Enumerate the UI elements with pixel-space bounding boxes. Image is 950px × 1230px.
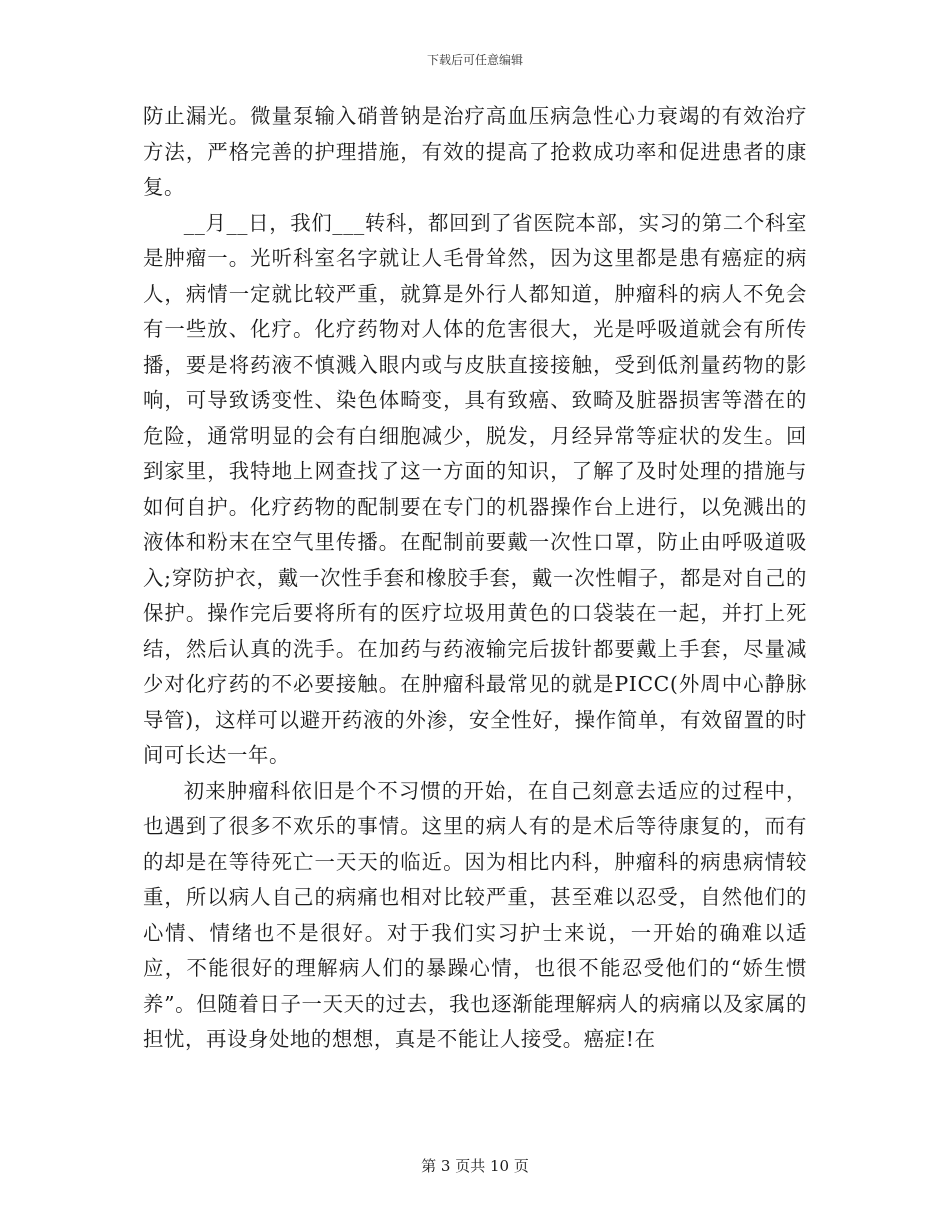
page-header bbox=[0, 52, 950, 68]
paragraph-continuation: 防止漏光。微量泵输入硝普钠是治疗高血压病急性心力衰竭的有效治疗方法，严格完善的护理措施，有效的提高了抢救成功率和促进患者的康复。 bbox=[143, 104, 807, 199]
page-footer bbox=[0, 1156, 950, 1176]
page-number: 第 3 页共 10 页 bbox=[421, 1157, 529, 1175]
header-text: 下载后可任意编辑 bbox=[426, 53, 523, 67]
paragraph-oncology-transfer: __月__日，我们___转科，都回到了省医院本部，实习的第二个科室是肿瘤一。光听科室名字就让人毛骨耸然，因为这里都是患有癌症的病人，病情一定就比较严重，就算是外行人都知道，肿瘤科的病人不免会有一些放、化疗。化疗药物对人体的危害很大，光是呼吸道就会有所传播，要是将药液不慎溅入眼内或与皮肤直接接触，受到低剂量药物的影响，可导致诱变性、染色体畸变，具有致癌、致畸及脏器损害等潜在的危险，通常明显的会有白细胞减少，脱发，月经异常等症状的发生。回到家里，我特地上网查找了这一方面的知识，了解了及时处理的措施与如何自护。化疗药物的配制要在专门的机器操作台上进行，以免溅出的液体和粉末在空气里传播。在配制前要戴一次性口罩，防止由呼吸道吸入;穿防护衣，戴一次性手套和橡胶手套，戴一次性帽子，都是对自己的保护。操作完后要将所有的医疗垃圾用黄色的口袋装在一起，并打上死结，然后认真的洗手。在加药与药液输完后拔针都要戴上手套，尽量减少对化疗药的不必要接触。在肿瘤科最常见的就是PICC(外周中心静脉导管)，这样可以避开药液的外渗，安全性好，操作简单，有效留置的时间可长达一年。 bbox=[143, 210, 807, 767]
document-body bbox=[143, 99, 807, 1058]
paragraph-adaptation: 初来肿瘤科依旧是个不习惯的开始，在自己刻意去适应的过程中，也遇到了很多不欢乐的事情。这里的病人有的是术后等待康复的，而有的却是在等待死亡一天天的临近。因为相比内科，肿瘤科的病患病情较重，所以病人自己的病痛也相对比较严重，甚至难以忍受，自然他们的心情、情绪也不是很好。对于我们实习护士来说，一开始的确难以适应，不能很好的理解病人们的暴躁心情，也很不能忍受他们的“娇生惯养”。但随着日子一天天的过去，我也逐渐能理解病人的病痛以及家属的担忧，再设身处地的想想，真是不能让人接受。癌症!在 bbox=[143, 778, 807, 1051]
